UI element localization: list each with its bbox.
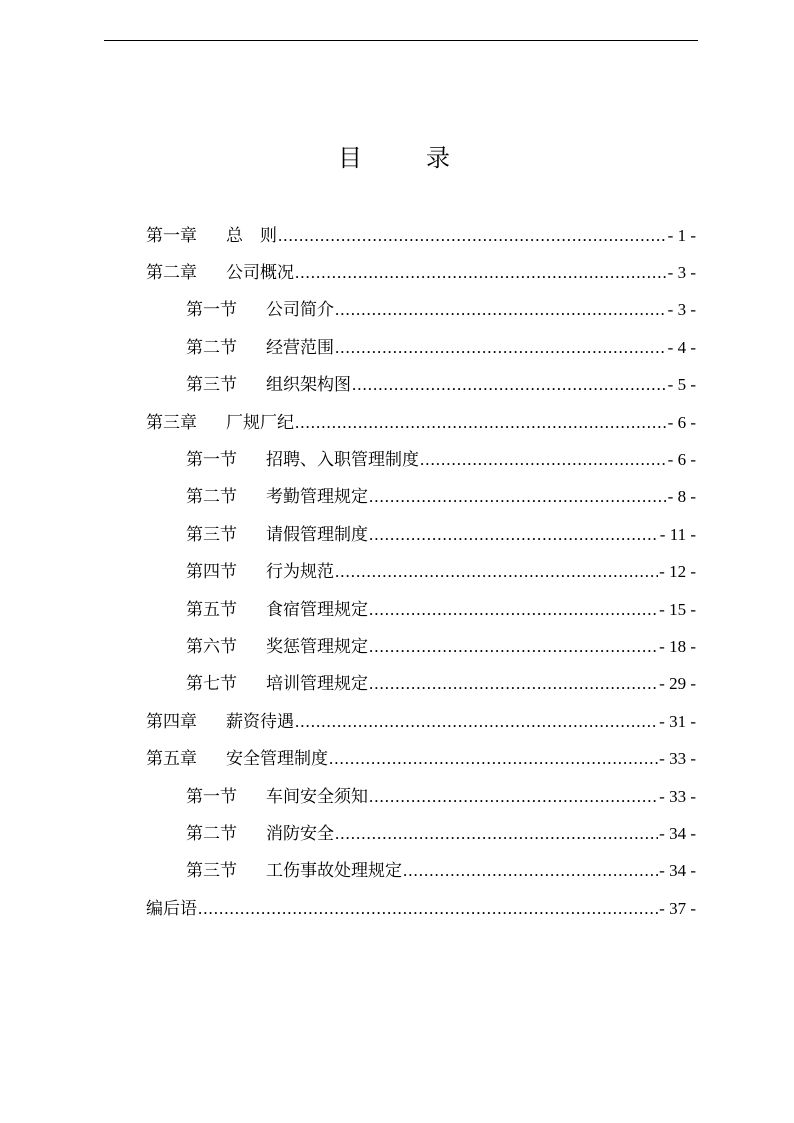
dot-leader	[278, 224, 667, 248]
toc-entry-number: 第一章	[146, 225, 197, 246]
toc-title: 目 录	[338, 144, 470, 172]
toc-entry-label: 经营范围	[266, 337, 334, 358]
toc-entry-page-number: - 33 -	[659, 786, 696, 806]
toc-entry-number: 第三节	[186, 375, 237, 396]
toc-entry-section[interactable]	[146, 815, 696, 852]
toc-entry-section[interactable]	[146, 628, 696, 665]
toc-entry-section[interactable]	[146, 292, 696, 329]
toc-entry-page-number: - 6 -	[667, 450, 696, 470]
toc-entry-label: 安全管理制度	[226, 749, 328, 770]
toc-entry-number: 第五节	[186, 599, 237, 620]
dot-leader	[295, 411, 667, 435]
toc-entry-number: 第二章	[146, 263, 197, 284]
toc-entry-label: 工伤事故处理规定	[266, 861, 402, 882]
table-of-contents	[146, 217, 696, 927]
toc-entry-number: 第三节	[186, 524, 237, 545]
toc-entry-number: 第一节	[186, 786, 237, 807]
toc-entry-label: 公司概况	[226, 263, 294, 284]
toc-entry-page-number: - 11 -	[659, 524, 696, 544]
toc-entry-page-number: - 12 -	[659, 562, 696, 582]
toc-entry-page-number: - 18 -	[659, 636, 696, 656]
toc-entry-number: 第五章	[146, 749, 197, 770]
toc-entry-page-number: - 31 -	[659, 711, 696, 731]
dot-leader	[198, 897, 658, 921]
toc-entry-number: 第四节	[186, 562, 237, 583]
toc-entry-number: 第二节	[186, 823, 237, 844]
toc-entry-page-number: - 8 -	[667, 487, 696, 507]
header-rule	[104, 40, 698, 41]
dot-leader	[369, 672, 658, 696]
toc-entry-number: 第七节	[186, 674, 237, 695]
toc-entry-label: 编后语	[146, 898, 197, 919]
dot-leader	[369, 598, 658, 622]
toc-entry-number: 第六节	[186, 636, 237, 657]
toc-entry-section[interactable]	[146, 778, 696, 815]
toc-entry-chapter[interactable]	[146, 740, 696, 777]
dot-leader	[295, 261, 667, 285]
toc-entry-label: 奖惩管理规定	[266, 636, 368, 657]
dot-leader	[369, 485, 667, 509]
toc-entry-number: 第三章	[146, 412, 197, 433]
dot-leader	[352, 373, 667, 397]
toc-entry-label: 总 则	[226, 225, 277, 246]
toc-entry-chapter[interactable]	[146, 217, 696, 254]
toc-entry-section[interactable]	[146, 367, 696, 404]
toc-entry-number: 第三节	[186, 861, 237, 882]
toc-entry-page-number: - 33 -	[659, 749, 696, 769]
toc-entry-number: 第二节	[186, 337, 237, 358]
dot-leader	[335, 560, 658, 584]
toc-entry-section[interactable]	[146, 479, 696, 516]
toc-entry-label: 薪资待遇	[226, 711, 294, 732]
toc-entry-chapter[interactable]	[146, 254, 696, 291]
dot-leader	[369, 635, 658, 659]
toc-entry-label: 厂规厂纪	[226, 412, 294, 433]
toc-entry-page-number: - 6 -	[667, 412, 696, 432]
toc-entry-label: 行为规范	[266, 562, 334, 583]
toc-entry-label: 请假管理制度	[266, 524, 368, 545]
toc-entry-page-number: - 4 -	[667, 337, 696, 357]
dot-leader	[295, 710, 658, 734]
toc-entry-section[interactable]	[146, 329, 696, 366]
dot-leader	[369, 785, 658, 809]
toc-entry-label: 招聘、入职管理制度	[266, 450, 419, 471]
toc-entry-label: 公司简介	[266, 300, 334, 321]
toc-entry-page-number: - 1 -	[667, 225, 696, 245]
toc-entry-number: 第二节	[186, 487, 237, 508]
toc-entry-section[interactable]	[146, 591, 696, 628]
toc-entry-section[interactable]	[146, 666, 696, 703]
toc-entry-label: 消防安全	[266, 823, 334, 844]
dot-leader	[420, 448, 667, 472]
toc-entry-section[interactable]	[146, 516, 696, 553]
toc-entry-page-number: - 29 -	[659, 674, 696, 694]
toc-entry-page-number: - 15 -	[659, 599, 696, 619]
dot-leader	[335, 298, 667, 322]
toc-entry-label: 考勤管理规定	[266, 487, 368, 508]
toc-entry-page-number: - 3 -	[667, 263, 696, 283]
dot-leader	[335, 822, 658, 846]
dot-leader	[335, 336, 667, 360]
dot-leader	[329, 747, 658, 771]
toc-entry-page-number: - 34 -	[659, 861, 696, 881]
toc-entry-number: 第四章	[146, 711, 197, 732]
toc-entry-label: 食宿管理规定	[266, 599, 368, 620]
toc-entry-section[interactable]	[146, 441, 696, 478]
toc-entry-label: 培训管理规定	[266, 674, 368, 695]
toc-entry-page-number: - 34 -	[659, 823, 696, 843]
toc-entry-chapter[interactable]	[146, 703, 696, 740]
toc-entry-label: 车间安全须知	[266, 786, 368, 807]
toc-entry-page-number: - 37 -	[659, 898, 696, 918]
toc-entry-section[interactable]	[146, 554, 696, 591]
toc-entry-page-number: - 3 -	[667, 300, 696, 320]
toc-entry-label: 组织架构图	[266, 375, 351, 396]
toc-entry-chapter[interactable]	[146, 404, 696, 441]
toc-entry-chapter[interactable]	[146, 890, 696, 927]
toc-entry-section[interactable]	[146, 853, 696, 890]
dot-leader	[369, 523, 659, 547]
toc-entry-page-number: - 5 -	[667, 375, 696, 395]
dot-leader	[403, 859, 658, 883]
toc-entry-number: 第一节	[186, 300, 237, 321]
toc-entry-number: 第一节	[186, 450, 237, 471]
